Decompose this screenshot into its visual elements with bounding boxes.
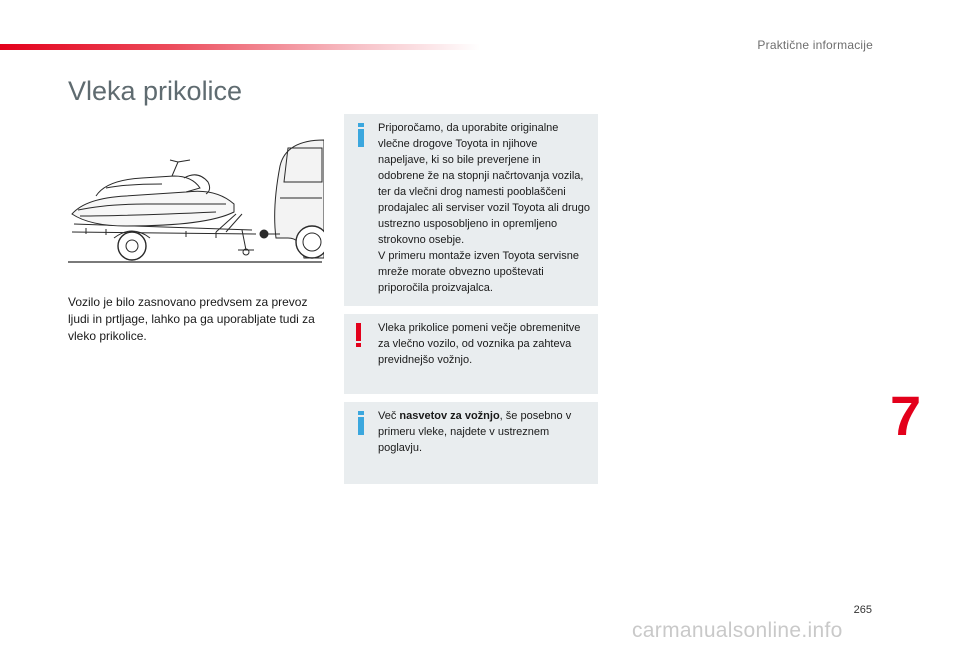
watermark: carmanualsonline.info	[632, 619, 843, 642]
note-text: Vleka prikolice pomeni večje obremenitve za vlečno vozilo, od voznika pa zahteva previdnejšo vožnjo.	[378, 322, 581, 366]
trailer-illustration	[66, 138, 324, 266]
note-text-before: Več	[378, 410, 400, 422]
warning-icon	[356, 323, 361, 347]
note-text-secondary: V primeru montaže izven Toyota servisne mreže morate obvezno upoštevati priporočila proizvajalca.	[378, 250, 579, 294]
page-number: 265	[853, 604, 872, 616]
header-accent-bar	[0, 44, 480, 50]
note-text	[378, 408, 590, 456]
intro-paragraph: Vozilo je bilo zasnovano predvsem za prevoz ljudi in prtljage, lahko pa ga uporabljate tudi za vleko prikolice.	[68, 295, 315, 343]
info-icon	[356, 411, 366, 435]
chapter-number: 7	[890, 384, 922, 447]
info-note-driving-tips	[344, 402, 598, 484]
note-text: Priporočamo, da uporabite originalne vlečne drogove Toyota in njihove napeljave, ki so bile preverjene in odobrene že na stopnji načrtovanja vozila, ter da vlečni drog namesti pooblaščeni prodajalec ali serviser vozil Toyota ali drugo ustrezno usposobljeno in opremljeno strokovno osebje.	[378, 122, 590, 246]
section-header: Praktične informacije	[757, 38, 873, 52]
info-icon	[356, 123, 366, 147]
page-title: Vleka prikolice	[68, 76, 243, 106]
warning-note-towing-load	[344, 314, 598, 394]
info-note-original-towbars	[344, 114, 598, 306]
note-text-after: , še posebno v primeru vleke, najdete v ustreznem poglavju.	[378, 410, 572, 454]
driving-tips-reference: nasvetov za vožnjo	[399, 410, 500, 422]
